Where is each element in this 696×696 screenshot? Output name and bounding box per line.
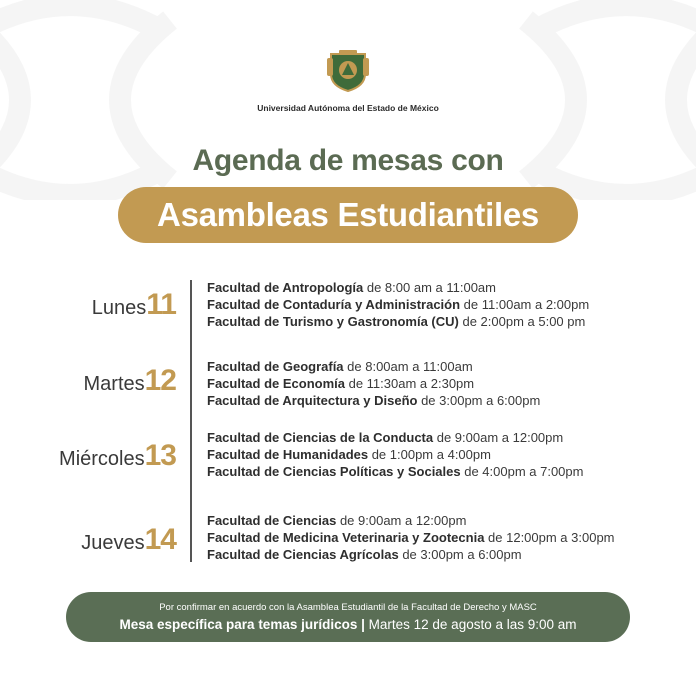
day-number: 11 [146,288,176,321]
footer-highlight: Mesa específica para temas jurídicos | Martes 12 de agosto a las 9:00 am [119,617,577,632]
day-number: 14 [144,523,176,556]
header [0,48,696,113]
schedule-item: Facultad de Arquitectura y Diseño de 3:00pm a 6:00pm [207,393,541,408]
day-label-wednesday [59,439,176,473]
day-name: Martes [83,373,145,395]
day-label-monday [92,288,176,322]
schedule-item: Facultad de Ciencias Políticas y Sociales de 4:00pm a 7:00pm [207,464,584,479]
day-name: Jueves [81,532,145,554]
schedule-block-wednesday [207,429,583,480]
title-line-1: Agenda de mesas con [192,144,504,177]
day-name: Lunes [91,297,147,319]
schedule-item: Facultad de Ciencias Agrícolas de 3:00pm a 6:00pm [207,547,522,562]
schedule-item: Facultad de Medicina Veterinaria y Zootecnia de 12:00pm a 3:00pm [207,530,615,545]
title-line-2: Asambleas Estudiantiles [157,196,539,233]
schedule-block-thursday [207,512,615,563]
schedule-item: Facultad de Economía de 11:30am a 2:30pm [207,376,475,391]
schedule-item: Facultad de Turismo y Gastronomía (CU) de 2:00pm a 5:00 pm [207,314,586,329]
day-name: Miércoles [59,448,145,470]
schedule-item: Facultad de Antropología de 8:00 am a 11:00am [207,280,496,295]
footer-banner [66,592,630,642]
university-name: Universidad Autónoma del Estado de México [257,103,439,113]
schedule-item: Facultad de Contaduría y Administración de 11:00am a 2:00pm [207,297,590,312]
title-pill [118,187,578,243]
schedule-item: Facultad de Ciencias de la Conducta de 9:00am a 12:00pm [207,430,564,445]
schedule-block-monday [207,279,589,330]
university-seal-icon [323,48,373,92]
schedule-item: Facultad de Geografía de 8:00am a 11:00am [207,359,473,374]
day-number: 12 [144,364,176,397]
day-number: 13 [144,439,176,472]
footer-note: Por confirmar en acuerdo con la Asamblea Estudiantil de la Facultad de Derecho y MASC [159,602,537,613]
schedule-item: Facultad de Ciencias de 9:00am a 12:00pm [207,513,467,528]
vertical-divider [190,280,192,562]
schedule-item: Facultad de Humanidades de 1:00pm a 4:00pm [207,447,491,462]
day-label-thursday [81,523,176,557]
day-label-tuesday [84,364,177,398]
schedule-block-tuesday [207,358,540,409]
